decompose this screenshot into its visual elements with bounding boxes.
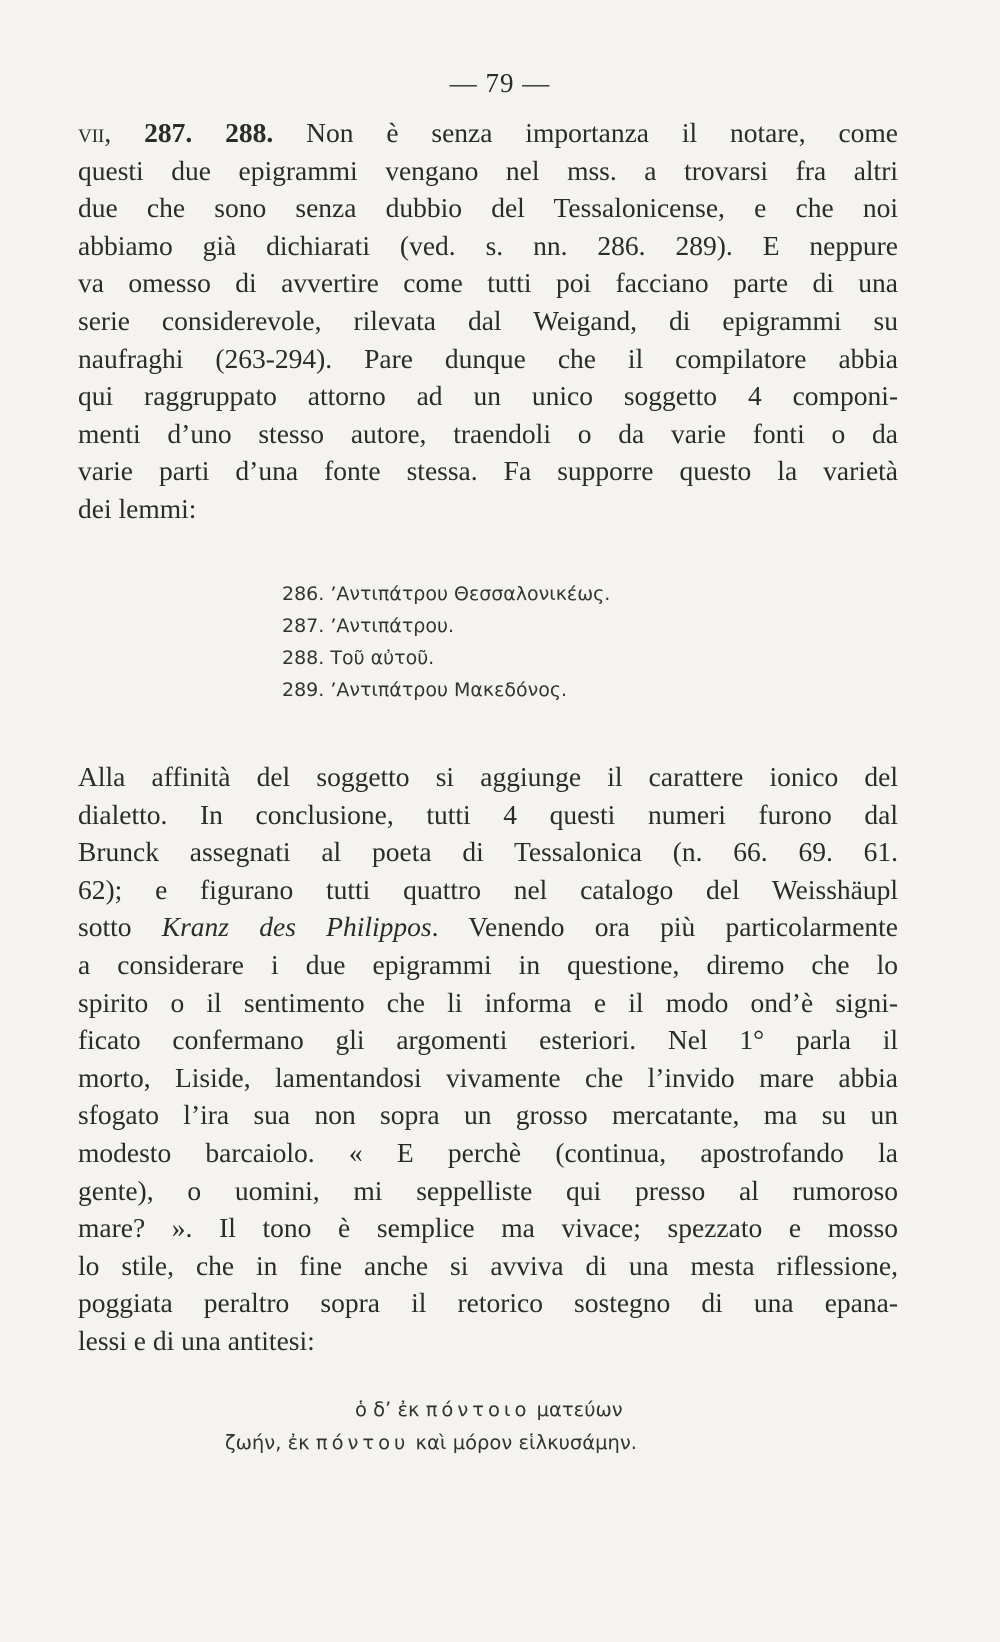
paragraph-1 — [78, 114, 898, 528]
paragraph-line: qui raggruppato attorno ad un unico soggetto 4 componi- — [78, 380, 898, 412]
book-reference: vii, — [78, 117, 145, 148]
paragraph-line: morto, Liside, lamentandosi vivamente che l’invido mare abbia — [78, 1061, 898, 1093]
paragraph-line — [78, 114, 898, 152]
paragraph-line: ficato confermano gli argomenti esteriori. Nel 1° parla il — [78, 1024, 898, 1056]
italic-title: Kranz des Philippos — [161, 911, 432, 943]
paragraph-2 — [78, 758, 898, 1360]
paragraph-line: spirito o il sentimento che li informa e il modo ond’è signi- — [78, 986, 898, 1018]
verse-spaced-word: πόντοιο — [425, 1398, 531, 1421]
verse-text: καὶ μόρον εἱλκυσάμην. — [409, 1431, 637, 1454]
paragraph-line: dei lemmi: — [78, 492, 197, 524]
lemma-item: 288. Τοῦ αὐτοῦ. — [282, 647, 435, 669]
paragraph-line: a considerare i due epigrammi in questione, diremo che lo — [78, 948, 898, 980]
line-text: sotto — [78, 911, 162, 943]
paragraph-line: gente), o uomini, mi seppelliste qui presso al rumoroso — [78, 1174, 898, 1206]
paragraph-line: abbiamo già dichiarati (ved. s. nn. 286. 289). E neppure — [78, 229, 898, 261]
paragraph-line: due che sono senza dubbio del Tessalonicense, e che noi — [78, 192, 898, 224]
paragraph-line: Alla affinità del soggetto si aggiunge il carattere ionico del — [78, 761, 898, 792]
paragraph-line: varie parti d’una fonte stessa. Fa supporre questo la varietà — [78, 455, 898, 487]
paragraph-line: sfogato l’ira sua non sopra un grosso mercatante, ma su un — [78, 1099, 898, 1131]
paragraph-line: menti d’uno stesso autore, traendoli o da varie fonti o da — [78, 417, 898, 449]
lemma-item: 286. ’Αντιπάτρου Θεσσαλονικέως. — [282, 583, 611, 605]
lemmata-list — [282, 578, 610, 706]
greek-verse-line-2 — [225, 1431, 1000, 1454]
greek-verse-line-1 — [355, 1398, 1000, 1421]
paragraph-line: dialetto. In conclusione, tutti 4 questi numeri furono dal — [78, 798, 898, 830]
verse-text: ζωήν, ἐκ — [225, 1431, 316, 1454]
paragraph-line: 62); e figurano tutti quattro nel catalogo del Weisshäupl — [78, 873, 898, 905]
line-text: . Venendo ora più particolarmente — [431, 911, 899, 943]
paragraph-line: lessi e di una antitesi: — [78, 1324, 315, 1356]
paragraph-line: serie considerevole, rilevata dal Weigand, di epigrammi su — [78, 304, 898, 336]
paragraph-line: mare? ». Il tono è semplice ma vivace; spezzato e mosso — [78, 1212, 898, 1244]
paragraph-line: Brunck assegnati al poeta di Tessalonica (n. 66. 69. 61. — [78, 836, 898, 868]
line-text: Non è senza importanza il notare, come — [273, 117, 898, 148]
epigram-numbers: 287. 288. — [144, 117, 274, 148]
lemma-item: 287. ’Αντιπάτρου. — [282, 615, 454, 637]
paragraph-line — [78, 908, 898, 946]
paragraph-line: naufraghi (263-294). Pare dunque che il compilatore abbia — [78, 342, 898, 374]
lemma-item: 289. ’Αντιπάτρου Μακεδόνος. — [282, 679, 568, 701]
paragraph-line: va omesso di avvertire come tutti poi facciano parte di una — [78, 267, 898, 299]
verse-text: ματεύων — [530, 1398, 623, 1421]
paragraph-line: lo stile, che in fine anche si avviva di una mesta riflessione, — [78, 1249, 898, 1281]
page-number: — 79 — — [449, 68, 551, 98]
paragraph-line: questi due epigrammi vengano nel mss. a trovarsi fra altri — [78, 154, 898, 186]
verse-spaced-word: πόντου — [315, 1431, 410, 1454]
paragraph-line: poggiata peraltro sopra il retorico sostegno di una epana- — [78, 1287, 898, 1319]
verse-text: ὁ δ’ ἐκ — [355, 1398, 426, 1421]
paragraph-line: modesto barcaiolo. « E perchè (continua, apostrofando la — [78, 1136, 898, 1168]
